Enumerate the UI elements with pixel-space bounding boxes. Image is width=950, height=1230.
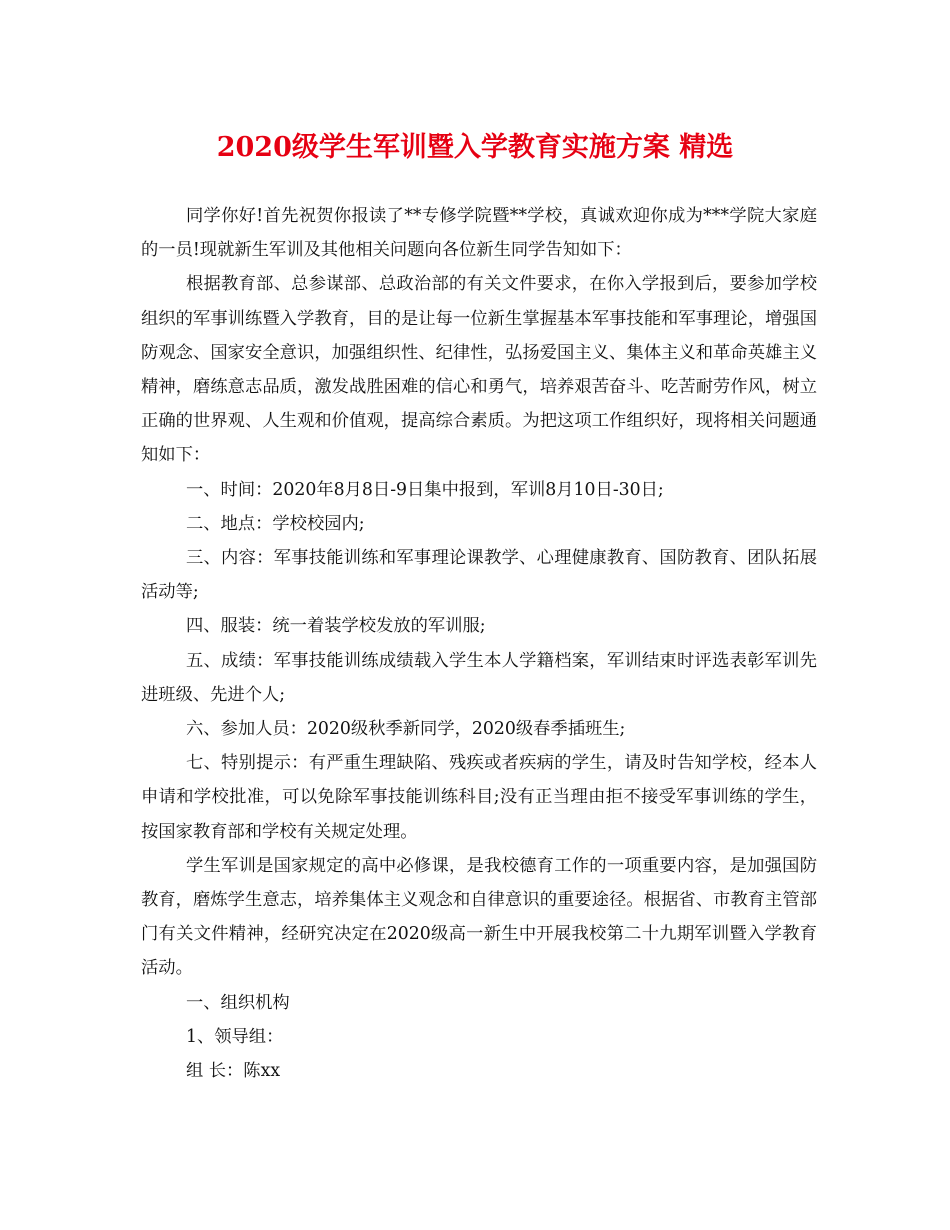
paragraph-significance: 学生军训是国家规定的高中必修课，是我校德育工作的一项重要内容，是加强国防教育，磨炼学生意志，培养集体主义观念和自律意识的重要途径。根据省、市教育主管部门有关文件精神，经研究决定在2020级高一新生中开展我校第二十九期军训暨入学教育活动。 — [141, 855, 817, 979]
paragraph-location: 二、地点：学校校园内; — [185, 513, 365, 534]
leader-entry: 组 长：陈xx — [185, 1061, 281, 1082]
section-heading-organization: 一、组织机构 — [185, 992, 290, 1013]
paragraph-greeting: 同学你好!首先祝贺你报读了**专修学院暨**学校，真诚欢迎你成为***学院大家庭的一员!现就新生军训及其他相关问题向各位新生同学告知如下： — [141, 206, 817, 261]
document-body — [141, 199, 817, 1088]
paragraph-participants: 六、参加人员：2020级秋季新同学，2020级春季插班生; — [185, 719, 626, 740]
subsection-leadership-group: 1、领导组： — [185, 1026, 284, 1047]
paragraph-special-notice: 七、特别提示：有严重生理缺陷、残疾或者疾病的学生，请及时告知学校，经本人申请和学校批准，可以免除军事技能训练科目;没有正当理由拒不接受军事训练的学生，按国家教育部和学校有关规定处理。 — [141, 753, 817, 842]
paragraph-uniform: 四、服装：统一着装学校发放的军训服; — [185, 616, 486, 637]
paragraph-grades: 五、成绩：军事技能训练成绩载入学生本人学籍档案，军训结束时评选表彰军训先进班级、先进个人; — [141, 650, 817, 705]
paragraph-purpose: 根据教育部、总参谋部、总政治部的有关文件要求，在你入学报到后，要参加学校组织的军事训练暨入学教育，目的是让每一位新生掌握基本军事技能和军事理论，增强国防观念、国家安全意识，加强组织性、纪律性，弘扬爱国主义、集体主义和革命英雄主义精神，磨练意志品质，激发战胜困难的信心和勇气，培养艰苦奋斗、吃苦耐劳作风，树立正确的世界观、人生观和价值观，提高综合素质。为把这项工作组织好，现将相关问题通知如下： — [141, 274, 817, 466]
document-title: 2020级学生军训暨入学教育实施方案 精选 — [216, 132, 734, 163]
paragraph-time: 一、时间：2020年8月8日-9日集中报到，军训8月10日-30日; — [185, 479, 664, 500]
paragraph-content: 三、内容：军事技能训练和军事理论课教学、心理健康教育、国防教育、团队拓展活动等; — [141, 548, 817, 603]
